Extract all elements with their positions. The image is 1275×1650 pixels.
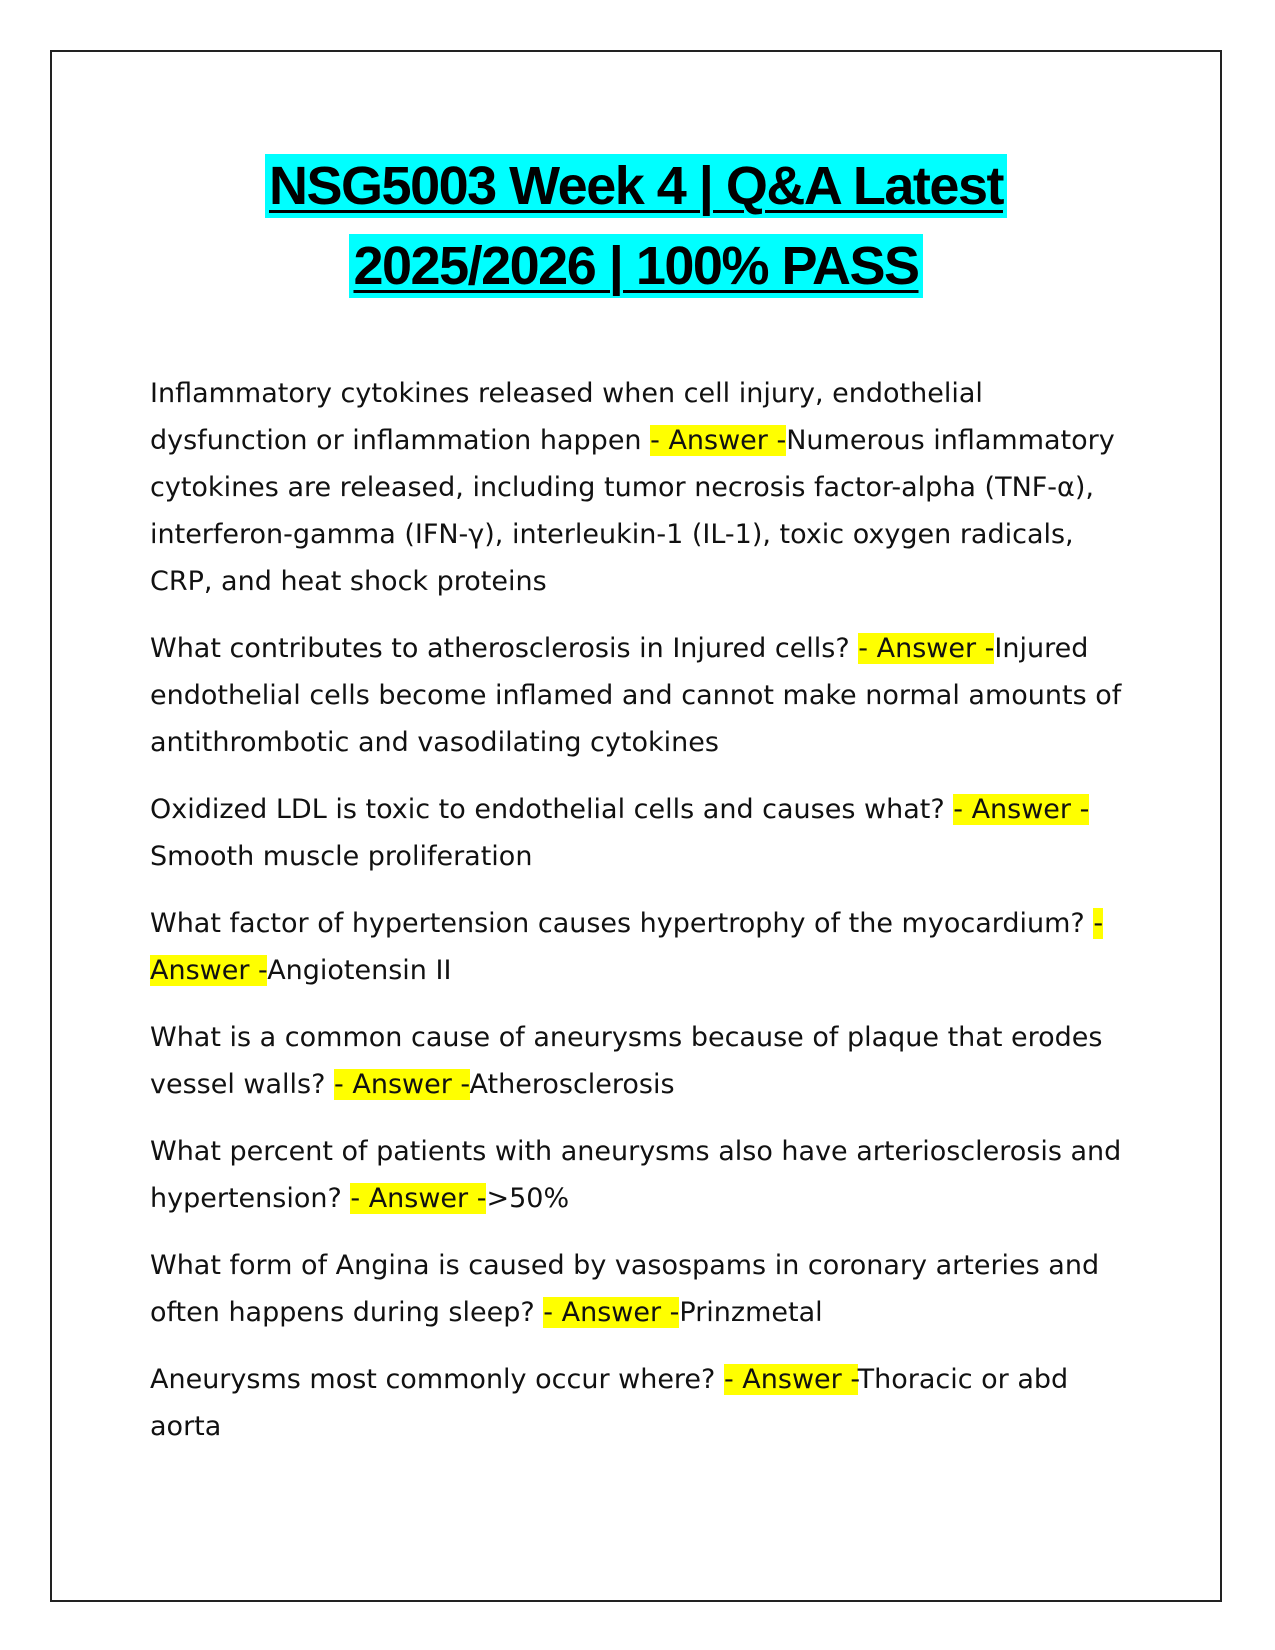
- answer-marker: - Answer -: [150, 908, 1104, 986]
- qa-item: [150, 1128, 1125, 1222]
- answer-marker: - Answer -: [350, 1183, 487, 1214]
- answer-text: Prinzmetal: [679, 1297, 823, 1328]
- qa-list: [150, 370, 1125, 1470]
- answer-marker: - Answer -: [723, 1364, 858, 1395]
- answer-marker: - Answer -: [858, 633, 995, 664]
- question-text: Aneurysms most commonly occur where?: [150, 1364, 724, 1395]
- qa-item: [150, 625, 1125, 766]
- answer-text: Angiotensin II: [267, 955, 452, 986]
- question-text: Oxidized LDL is toxic to endothelial cells and causes what?: [150, 794, 954, 825]
- question-text: What factor of hypertension causes hypertrophy of the myocardium?: [150, 908, 1094, 939]
- answer-marker: - Answer -: [953, 794, 1090, 825]
- answer-text: Smooth muscle proliferation: [150, 841, 533, 872]
- answer-text: >50%: [486, 1183, 570, 1214]
- title-line-2: 2025/2026 | 100% PASS: [349, 234, 922, 298]
- question-text: What contributes to atherosclerosis in Injured cells?: [150, 633, 859, 664]
- question-text: What form of Angina is caused by vasospams in coronary arteries and often happens during sleep?: [150, 1250, 1100, 1328]
- qa-item: [150, 1242, 1125, 1336]
- answer-marker: - Answer -: [650, 425, 787, 456]
- document-title: [50, 146, 1222, 306]
- answer-text: Atherosclerosis: [469, 1069, 675, 1100]
- answer-text: Injured endothelial cells become inflamed and cannot make normal amounts of antithrombotic and vasodilating cytokines: [150, 633, 1122, 758]
- question-text: What is a common cause of aneurysms because of plaque that erodes vessel walls?: [150, 1022, 1103, 1100]
- question-text: What percent of patients with aneurysms also have arteriosclerosis and hypertension?: [150, 1136, 1122, 1214]
- answer-text: Numerous inflammatory cytokines are released, including tumor necrosis factor-alpha (TNF-α), interferon-gamma (IFN-γ), interleukin-1 (IL-1), toxic oxygen radicals, CRP, and heat shock proteins: [150, 425, 1115, 597]
- qa-item: [150, 370, 1125, 605]
- qa-item: [150, 1356, 1125, 1450]
- answer-text: Thoracic or abd aorta: [150, 1364, 1069, 1442]
- answer-marker: - Answer -: [334, 1069, 470, 1100]
- answer-marker: - Answer -: [543, 1297, 680, 1328]
- qa-item: [150, 1014, 1125, 1108]
- qa-item: [150, 786, 1125, 880]
- qa-item: [150, 900, 1125, 994]
- question-text: Inflammatory cytokines released when cell injury, endothelial dysfunction or inflammation happen: [150, 378, 983, 456]
- title-line-1: NSG5003 Week 4 | Q&A Latest: [265, 154, 1007, 218]
